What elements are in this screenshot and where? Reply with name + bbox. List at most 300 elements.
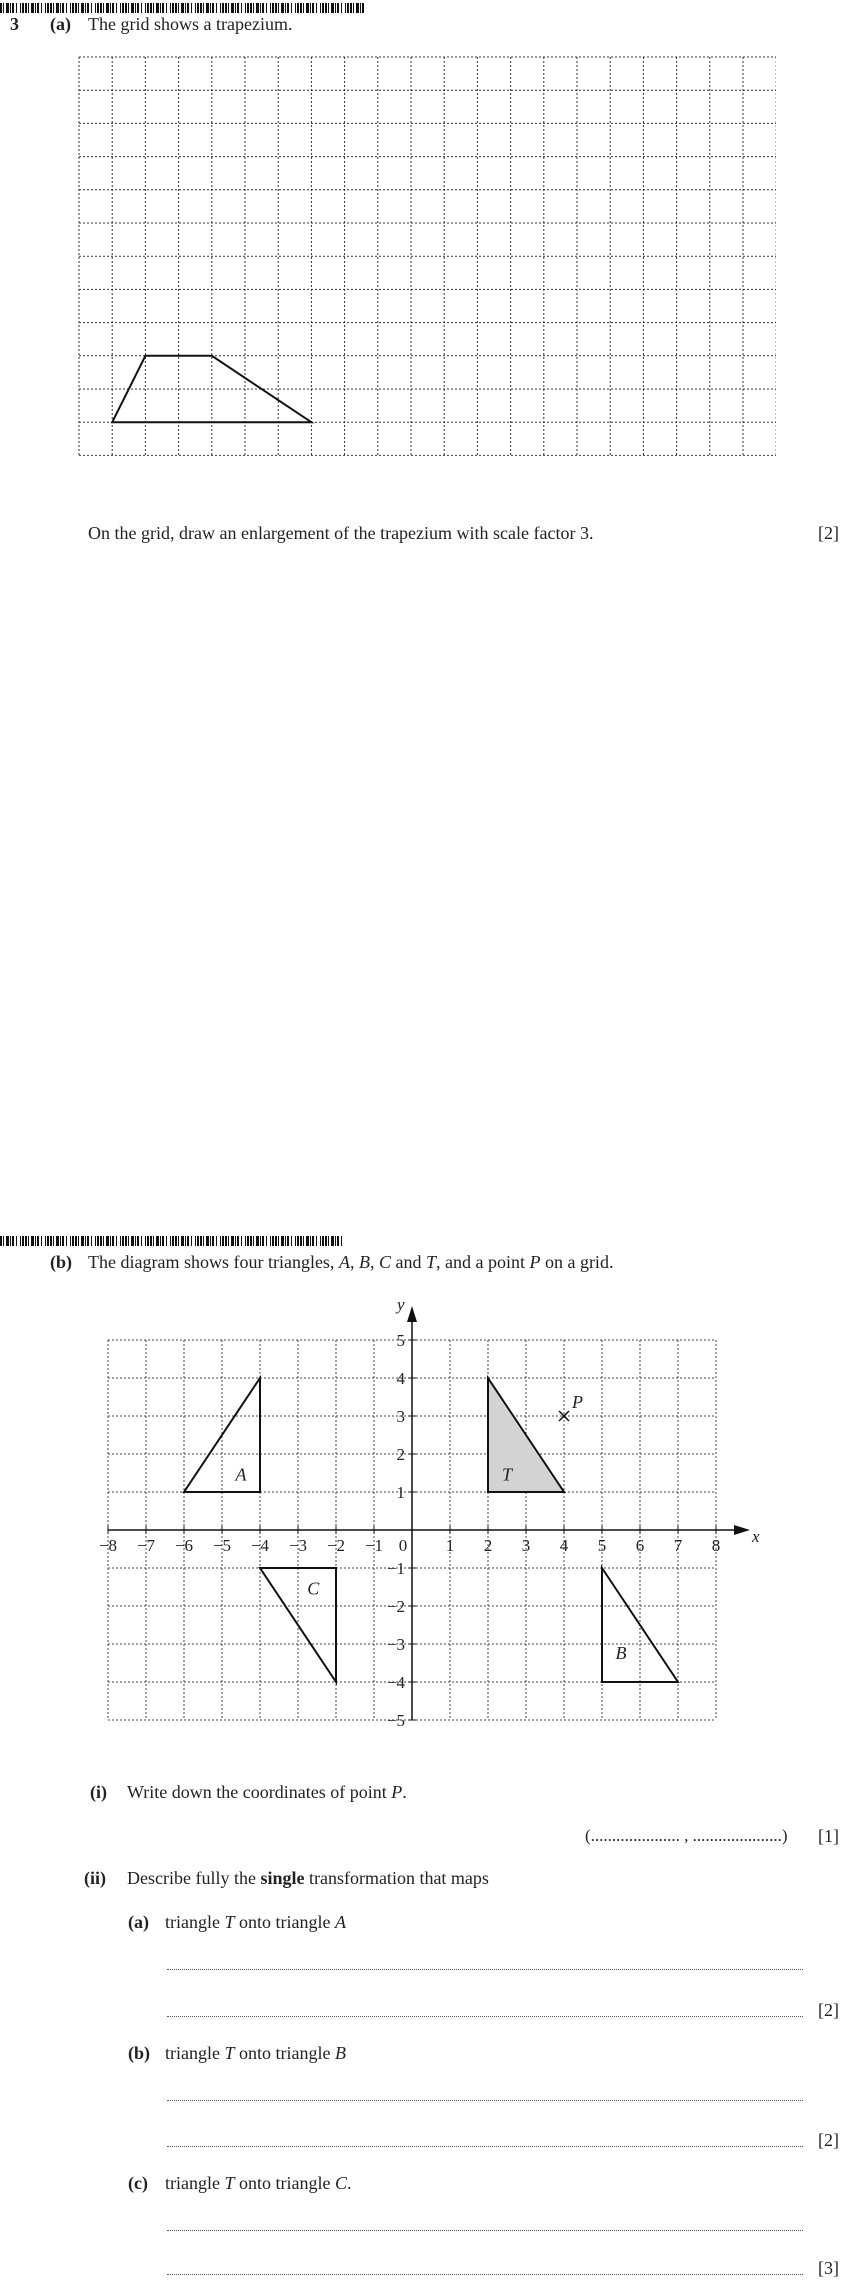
barcode-bar: [81, 3, 84, 13]
barcode-bar: [120, 3, 121, 13]
x-tick-label: −7: [136, 1536, 156, 1555]
y-tick-label: 3: [396, 1407, 405, 1426]
barcode-bar: [66, 1236, 67, 1246]
part-b-intro: [88, 1252, 613, 1273]
barcode-bar: [16, 3, 17, 13]
barcode-bar: [253, 1236, 254, 1246]
sub-ii-b-pre: triangle: [165, 2043, 225, 2063]
y-tick-label: −1: [386, 1559, 405, 1578]
barcode-bar: [220, 3, 221, 13]
barcode-bar: [122, 1236, 124, 1246]
barcode-bar: [270, 1236, 271, 1246]
barcode-bar: [166, 3, 167, 13]
barcode-bar: [141, 3, 142, 13]
barcode-bar: [160, 3, 161, 13]
barcode-bar: [220, 1236, 221, 1246]
barcode-bar: [110, 3, 111, 13]
barcode-bar: [185, 1236, 186, 1246]
barcode-bar: [295, 1236, 296, 1246]
barcode-bar: [62, 1236, 64, 1246]
barcode-bar: [31, 1236, 34, 1246]
barcode-bar: [0, 1236, 2, 1246]
part-b-intro-mid: , and a point: [435, 1252, 530, 1272]
sub-ii-a-text: [165, 1912, 346, 1933]
barcode-bar: [156, 3, 159, 13]
barcode-bar: [337, 1236, 339, 1246]
barcode-bar: [31, 3, 34, 13]
barcode-bar: [181, 1236, 184, 1246]
barcode-bar: [128, 1236, 129, 1246]
x-tick-label: 2: [483, 1536, 493, 1555]
barcode-bar: [320, 1236, 321, 1246]
barcode-bar: [322, 3, 324, 13]
barcode-bar: [147, 1236, 149, 1246]
barcode-bar: [172, 3, 174, 13]
barcode-bar: [303, 1236, 304, 1246]
barcode-bar: [120, 1236, 121, 1246]
triangle-label-t: T: [501, 1464, 513, 1485]
barcode-bar: [131, 1236, 134, 1246]
barcode-bar: [175, 3, 177, 13]
sub-ii-text-pre: Describe fully the: [127, 1868, 261, 1888]
y-axis-label: y: [397, 1295, 405, 1314]
barcode-bar: [6, 1236, 9, 1246]
part-b-intro-text: The diagram shows four triangles,: [88, 1252, 339, 1272]
barcode-bar: [16, 1236, 17, 1246]
barcode-bar: [360, 3, 361, 13]
sub-i-text: [127, 1782, 407, 1803]
barcode-bar: [250, 1236, 252, 1246]
barcode-bar: [50, 1236, 52, 1246]
x-tick-label: 4: [559, 1536, 569, 1555]
barcode-bar: [22, 1236, 24, 1246]
barcode-bar: [162, 3, 164, 13]
barcode-bar: [187, 3, 189, 13]
barcode-bar: [112, 1236, 114, 1246]
barcode-bar: [300, 3, 302, 13]
barcode-bar: [266, 3, 267, 13]
barcode-bar: [10, 3, 11, 13]
triangle-label-b: B: [615, 1643, 627, 1664]
x-tick-label: −5: [212, 1536, 232, 1555]
sub-ii-c-label: (c): [128, 2173, 148, 2193]
barcode-bar: [245, 1236, 246, 1246]
barcode-bar: [310, 3, 311, 13]
barcode-bar: [256, 1236, 259, 1246]
barcode-bar: [247, 1236, 249, 1246]
sub-ii-c-post: .: [347, 2173, 352, 2193]
barcode-bar: [53, 3, 54, 13]
sub-i-marks: [1]: [818, 1826, 839, 1846]
part-b-intro-post: on a grid.: [540, 1252, 614, 1272]
barcode-bar: [47, 1236, 49, 1246]
barcode-bar: [197, 3, 199, 13]
barcode-bar: [337, 3, 339, 13]
barcode-bar: [87, 1236, 89, 1246]
barcode-bar: [72, 1236, 74, 1246]
answer-line[interactable]: [167, 2230, 803, 2231]
barcode-bar: [231, 1236, 234, 1246]
y-tick-label: 5: [396, 1331, 405, 1350]
barcode-bar: [260, 1236, 261, 1246]
barcode-bar: [106, 1236, 109, 1246]
barcode-bar: [322, 1236, 324, 1246]
barcode-bar: [41, 3, 42, 13]
barcode-bar: [3, 1236, 4, 1246]
barcode-bar: [235, 1236, 236, 1246]
barcode-bar: [45, 3, 46, 13]
barcode-bar: [145, 3, 146, 13]
barcode-bar: [3, 3, 4, 13]
barcode-bar: [20, 1236, 21, 1246]
part-b-intro-comma1: ,: [349, 1252, 359, 1272]
barcode-bar: [331, 3, 334, 13]
barcode-bar: [328, 3, 329, 13]
barcode-bar: [278, 1236, 279, 1246]
barcode-graphic: [0, 1236, 345, 1246]
barcode-bar: [37, 1236, 39, 1246]
barcode-bar: [231, 3, 234, 13]
barcode-bar: [256, 3, 259, 13]
barcode-bar: [312, 1236, 314, 1246]
x-tick-label: −1: [364, 1536, 384, 1555]
barcode-bar: [197, 1236, 199, 1246]
barcode-bar: [228, 1236, 229, 1246]
barcode-bar: [35, 3, 36, 13]
sub-ii-b-text: [165, 2043, 346, 2064]
barcode-bar: [116, 1236, 117, 1246]
x-tick-label: 3: [521, 1536, 531, 1555]
barcode-bar: [87, 3, 89, 13]
barcode-bar: [320, 3, 321, 13]
barcode-bar: [62, 3, 64, 13]
part-b-intro-a: A: [338, 1252, 350, 1272]
barcode-bar: [245, 3, 246, 13]
barcode-bar: [128, 3, 129, 13]
sub-ii-a-it2: A: [334, 1912, 346, 1932]
barcode-bar: [353, 3, 354, 13]
y-axis-arrow-icon: [407, 1306, 417, 1322]
barcode-bar: [131, 3, 134, 13]
part-a-instruction: On the grid, draw an enlargement of the trapezium with scale factor 3.: [88, 523, 594, 543]
barcode-bar: [306, 1236, 309, 1246]
barcode-bar: [60, 1236, 61, 1246]
sub-i-text-p: P: [391, 1782, 403, 1802]
barcode-bar: [122, 3, 124, 13]
page-barcode-middle: [0, 1233, 345, 1243]
barcode-bar: [56, 3, 59, 13]
barcode-bar: [325, 1236, 327, 1246]
sub-ii-a-label: (a): [128, 1912, 149, 1932]
barcode-bar: [162, 1236, 164, 1246]
barcode-bar: [203, 3, 204, 13]
y-tick-label: 1: [396, 1483, 405, 1502]
trapezium-grid[interactable]: [78, 56, 776, 458]
barcode-bar: [178, 3, 179, 13]
answer-line[interactable]: [167, 2274, 803, 2275]
triangle-a: [184, 1378, 260, 1492]
barcode-bar: [191, 3, 192, 13]
barcode-bar: [210, 1236, 211, 1246]
part-b-intro-p: P: [529, 1252, 541, 1272]
barcode-bar: [203, 1236, 204, 1246]
barcode-bar: [285, 3, 286, 13]
sub-i-text-pre: Write down the coordinates of point: [127, 1782, 392, 1802]
barcode-bar: [112, 3, 114, 13]
barcode-bar: [228, 3, 229, 13]
barcode-bar: [75, 1236, 77, 1246]
sub-ii-a-marks: [2]: [818, 2000, 839, 2020]
barcode-bar: [285, 1236, 286, 1246]
barcode-bar: [287, 3, 289, 13]
barcode-bar: [110, 1236, 111, 1246]
triangle-t: [488, 1378, 564, 1492]
barcode-bar: [225, 3, 227, 13]
x-tick-label: −8: [98, 1536, 118, 1555]
sub-ii-c-text: [165, 2173, 352, 2194]
y-tick-label: 2: [396, 1445, 405, 1464]
barcode-bar: [200, 1236, 202, 1246]
barcode-bar: [295, 3, 296, 13]
barcode-bar: [335, 1236, 336, 1246]
barcode-bar: [25, 3, 27, 13]
answer-line[interactable]: [167, 2146, 803, 2147]
barcode-bar: [250, 3, 252, 13]
barcode-bar: [345, 3, 346, 13]
barcode-bar: [181, 3, 184, 13]
x-tick-label: 1: [445, 1536, 455, 1555]
barcode-bar: [22, 3, 24, 13]
barcode-bar: [78, 1236, 79, 1246]
sub-ii-a-pre: triangle: [165, 1912, 225, 1932]
barcode-bar: [97, 1236, 99, 1246]
barcode-bar: [70, 3, 71, 13]
part-b-intro-b: B: [358, 1252, 370, 1272]
barcode-bar: [137, 1236, 139, 1246]
barcode-bar: [147, 3, 149, 13]
barcode-bar: [187, 1236, 189, 1246]
barcode-bar: [170, 3, 171, 13]
barcode-bar: [291, 3, 292, 13]
x-tick-label: −4: [250, 1536, 270, 1555]
barcode-bar: [0, 3, 2, 13]
part-a-label: (a): [50, 14, 71, 34]
coordinate-grid: [96, 1290, 772, 1740]
barcode-bar: [35, 1236, 36, 1246]
barcode-bar: [235, 3, 236, 13]
y-tick-label: −3: [386, 1635, 405, 1654]
part-b-intro-and: and: [390, 1252, 426, 1272]
barcode-bar: [297, 1236, 299, 1246]
barcode-bar: [275, 3, 277, 13]
sub-ii-b-mid: onto triangle: [234, 2043, 335, 2063]
barcode-bar: [347, 3, 349, 13]
barcode-bar: [206, 3, 209, 13]
origin-label: 0: [398, 1536, 408, 1555]
barcode-bar: [212, 3, 214, 13]
barcode-bar: [300, 1236, 302, 1246]
barcode-bar: [297, 3, 299, 13]
barcode-bar: [10, 1236, 11, 1246]
barcode-bar: [78, 3, 79, 13]
barcode-bar: [47, 3, 49, 13]
barcode-bar: [12, 3, 14, 13]
barcode-bar: [125, 3, 127, 13]
barcode-bar: [41, 1236, 42, 1246]
barcode-bar: [135, 1236, 136, 1246]
sub-ii-c-it2: C: [334, 2173, 347, 2193]
barcode-bar: [291, 1236, 292, 1246]
barcode-bar: [150, 1236, 152, 1246]
barcode-bar: [222, 1236, 224, 1246]
barcode-bar: [125, 1236, 127, 1246]
barcode-bar: [335, 3, 336, 13]
barcode-bar: [200, 3, 202, 13]
barcode-bar: [260, 3, 261, 13]
barcode-bar: [306, 3, 309, 13]
part-a-marks: [2]: [818, 523, 839, 543]
barcode-bar: [278, 3, 279, 13]
barcode-bar: [362, 3, 364, 13]
barcode-bar: [253, 3, 254, 13]
barcode-bar: [270, 3, 271, 13]
barcode-bar: [272, 1236, 274, 1246]
sub-ii-c-mid: onto triangle: [234, 2173, 335, 2193]
barcode-bar: [100, 1236, 102, 1246]
barcode-bar: [166, 1236, 167, 1246]
barcode-bar: [37, 3, 39, 13]
y-tick-label: −2: [386, 1597, 405, 1616]
barcode-bar: [150, 3, 152, 13]
barcode-bar: [262, 3, 264, 13]
answer-line[interactable]: [167, 2100, 803, 2101]
barcode-bar: [210, 3, 211, 13]
question-number: 3: [10, 14, 19, 34]
barcode-bar: [341, 3, 342, 13]
sub-i-label: (i): [90, 1782, 107, 1802]
barcode-bar: [153, 3, 154, 13]
barcode-bar: [25, 1236, 27, 1246]
barcode-bar: [266, 1236, 267, 1246]
x-tick-label: −2: [326, 1536, 346, 1555]
barcode-bar: [75, 3, 77, 13]
barcode-bar: [160, 1236, 161, 1246]
x-tick-label: 7: [673, 1536, 683, 1555]
barcode-bar: [195, 3, 196, 13]
barcode-bar: [66, 3, 67, 13]
barcode-bar: [70, 1236, 71, 1246]
barcode-bar: [312, 3, 314, 13]
barcode-bar: [303, 3, 304, 13]
barcode-bar: [72, 3, 74, 13]
page-barcode-top: [0, 0, 365, 10]
barcode-graphic: [0, 3, 365, 13]
x-axis-label: x: [752, 1527, 760, 1546]
barcode-bar: [247, 3, 249, 13]
barcode-bar: [170, 1236, 171, 1246]
answer-line[interactable]: [167, 1969, 803, 1970]
barcode-bar: [206, 1236, 209, 1246]
x-tick-label: 8: [711, 1536, 721, 1555]
barcode-bar: [156, 1236, 159, 1246]
barcode-bar: [222, 3, 224, 13]
y-tick-label: −5: [386, 1711, 405, 1730]
barcode-bar: [237, 3, 239, 13]
barcode-bar: [141, 1236, 142, 1246]
barcode-bar: [287, 1236, 289, 1246]
barcode-bar: [95, 3, 96, 13]
point-p-label: P: [572, 1392, 583, 1412]
sub-ii-a-mid: onto triangle: [234, 1912, 335, 1932]
sub-ii-b-it2: B: [334, 2043, 346, 2063]
sub-ii-text-post: transformation that maps: [304, 1868, 489, 1888]
barcode-bar: [350, 3, 352, 13]
barcode-bar: [216, 3, 217, 13]
triangle-label-c: C: [307, 1578, 320, 1599]
sub-ii-b-label: (b): [128, 2043, 150, 2063]
sub-ii-c-marks: [3]: [818, 2258, 839, 2278]
barcode-bar: [216, 1236, 217, 1246]
sub-ii-a-it1: T: [224, 1912, 235, 1932]
barcode-bar: [281, 3, 284, 13]
barcode-bar: [85, 3, 86, 13]
answer-line[interactable]: [167, 2016, 803, 2017]
barcode-bar: [91, 1236, 92, 1246]
part-b-label: (b): [50, 1252, 72, 1272]
part-b-intro-t: T: [425, 1252, 436, 1272]
y-tick-label: −4: [386, 1673, 405, 1692]
barcode-bar: [195, 1236, 196, 1246]
barcode-bar: [241, 3, 242, 13]
sub-ii-b-marks: [2]: [818, 2130, 839, 2150]
sub-ii-c-it1: T: [224, 2173, 235, 2193]
barcode-bar: [237, 1236, 239, 1246]
barcode-bar: [172, 1236, 174, 1246]
barcode-bar: [225, 1236, 227, 1246]
barcode-bar: [316, 3, 317, 13]
barcode-bar: [316, 1236, 317, 1246]
barcode-bar: [91, 3, 92, 13]
barcode-bar: [281, 1236, 284, 1246]
barcode-bar: [12, 1236, 14, 1246]
barcode-bar: [97, 3, 99, 13]
barcode-bar: [241, 1236, 242, 1246]
barcode-bar: [116, 3, 117, 13]
barcode-bar: [100, 3, 102, 13]
barcode-bar: [262, 1236, 264, 1246]
barcode-bar: [103, 3, 104, 13]
barcode-bar: [341, 1236, 342, 1246]
barcode-bar: [328, 1236, 329, 1246]
barcode-bar: [28, 1236, 29, 1246]
barcode-bar: [272, 3, 274, 13]
barcode-bar: [356, 3, 359, 13]
x-tick-label: 5: [597, 1536, 607, 1555]
barcode-bar: [185, 3, 186, 13]
sub-ii-label: (ii): [84, 1868, 106, 1888]
barcode-bar: [95, 1236, 96, 1246]
coordinates-answer-field[interactable]: (..................... , .....................): [585, 1826, 788, 1845]
sub-ii-text-bold: single: [260, 1868, 305, 1888]
sub-i-text-post: .: [402, 1782, 407, 1802]
part-b-intro-comma2: ,: [369, 1252, 379, 1272]
barcode-bar: [28, 3, 29, 13]
barcode-bar: [145, 1236, 146, 1246]
sub-ii-text: [127, 1868, 489, 1889]
barcode-bar: [175, 1236, 177, 1246]
barcode-bar: [153, 1236, 154, 1246]
barcode-bar: [45, 1236, 46, 1246]
